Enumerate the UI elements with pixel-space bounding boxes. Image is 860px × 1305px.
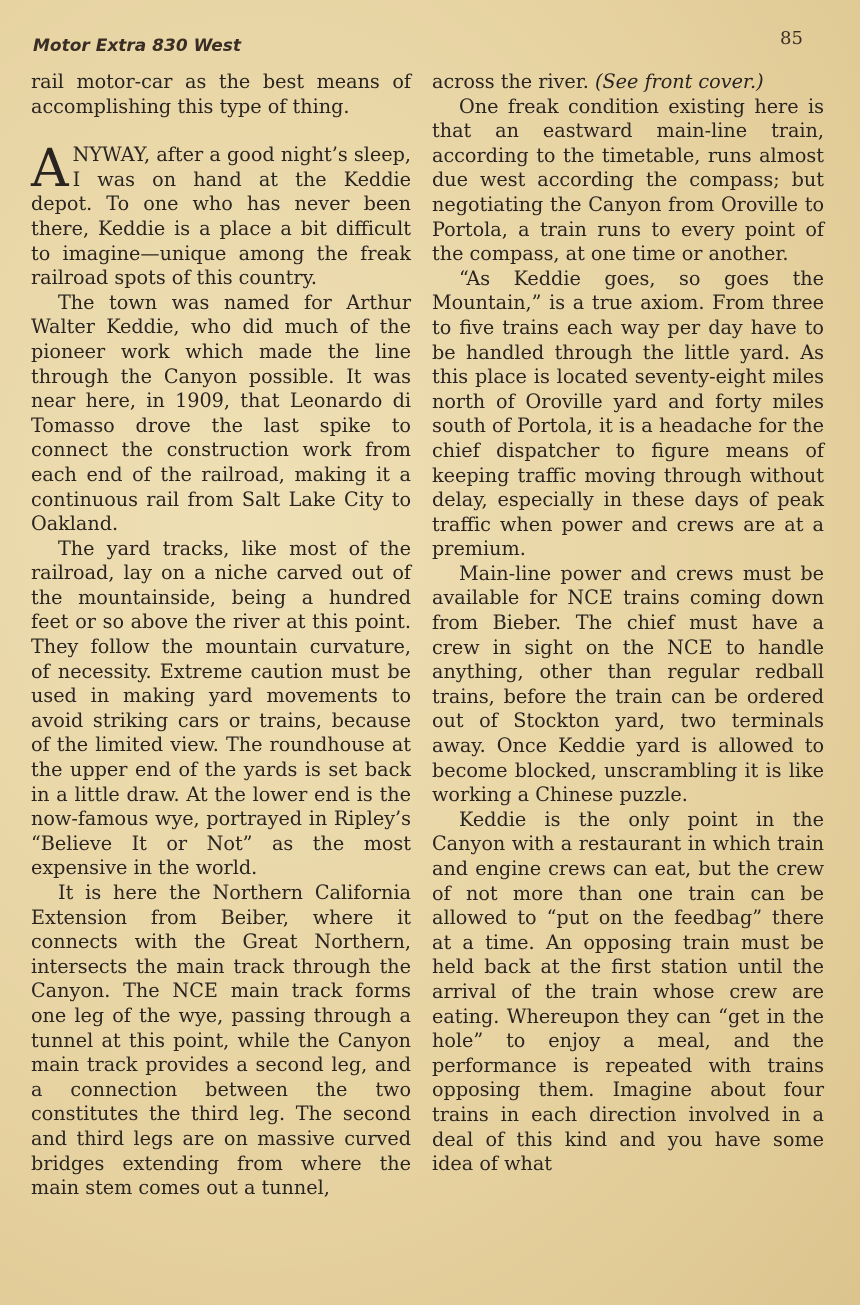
cover-reference: (See front cover.) bbox=[595, 70, 764, 93]
running-header-title: Motor Extra 830 West bbox=[33, 36, 242, 56]
paragraph: Keddie is the only point in the Canyon with a restaurant in which train and engine crews can eat, but the crew of not more than one train can be allowed to “put on the feedbag” there at a time. An opposing train must be held back at the first station until the arrival of the train whose crew are eating. Whereupon they can “get in the hole” to enjoy a meal, and the performance is repeated with trains opposing them. Imagine about four trains in each direction involved in a deal of this kind and you have some idea of what bbox=[432, 807, 824, 1176]
paragraph-text: NYWAY, after a good night’s sleep, I was on hand at the Keddie depot. To one who has never been there, Keddie is a place a bit difficult to imagine—unique among the freak railroad spots of this country. bbox=[31, 143, 411, 290]
left-column bbox=[31, 70, 411, 1201]
paragraph: The yard tracks, like most of the railroad, lay on a niche carved out of the mountainside, being a hundred feet or so above the river at this point. They follow the mountain curvature, of necessity. Extreme caution must be used in making yard movements to avoid striking cars or trains, because of the limited view. The roundhouse at the upper end of the yards is set back in a little draw. At the lower end is the now-famous wye, portrayed in Ripley’s “Believe It or Not” as the most expensive in the world. bbox=[31, 536, 411, 880]
paragraph: The town was named for Arthur Walter Keddie, who did much of the pioneer work which made the line through the Canyon possible. It was near here, in 1909, that Leonardo di Tomasso drove the last spike to connect the construction work from each end of the railroad, making it a continuous rail from Salt Lake City to Oakland. bbox=[31, 290, 411, 536]
paragraph: It is here the Northern California Extension from Beiber, where it connects with the Great Northern, intersects the main track through the Canyon. The NCE main track forms one leg of the wye, passing through a tunnel at this point, while the Canyon main track provides a second leg, and a connection between the two constitutes the third leg. The second and third legs are on massive curved bridges extending from where the main stem comes out a tunnel, bbox=[31, 881, 411, 1200]
page-number: 85 bbox=[780, 28, 803, 49]
paragraph: “As Keddie goes, so goes the Mountain,” is a true axiom. From three to five trains each way per day have to be handled through the little yard. As this place is located seventy-eight miles north of Oroville yard and forty miles south of Portola, it is a headache for the chief dispatcher to figure means of keeping traffic moving through without delay, especially in these days of peak traffic when power and crews are at a premium. bbox=[432, 266, 824, 561]
paragraph-text: across the river. bbox=[432, 70, 595, 93]
paragraph: One freak condition existing here is that an eastward main-line train, according to the timetable, runs almost due west according the compass; but negotiating the Canyon from Oroville to Portola, a train runs to every point of the compass, at one time or another. bbox=[432, 94, 824, 266]
paragraph: rail motor-car as the best means of accomplishing this type of thing. bbox=[31, 70, 411, 118]
paragraph-dropcap bbox=[31, 139, 411, 291]
drop-cap-letter: A bbox=[31, 139, 69, 200]
paragraph bbox=[432, 70, 824, 95]
right-column bbox=[432, 70, 824, 1177]
paragraph: Main-line power and crews must be available for NCE trains coming down from Bieber. The chief must have a crew in sight on the NCE to handle anything, other than regular redball trains, before the train can be ordered out of Stockton yard, two terminals away. Once Keddie yard is allowed to become blocked, unscrambling it is like working a Chinese puzzle. bbox=[432, 561, 824, 807]
